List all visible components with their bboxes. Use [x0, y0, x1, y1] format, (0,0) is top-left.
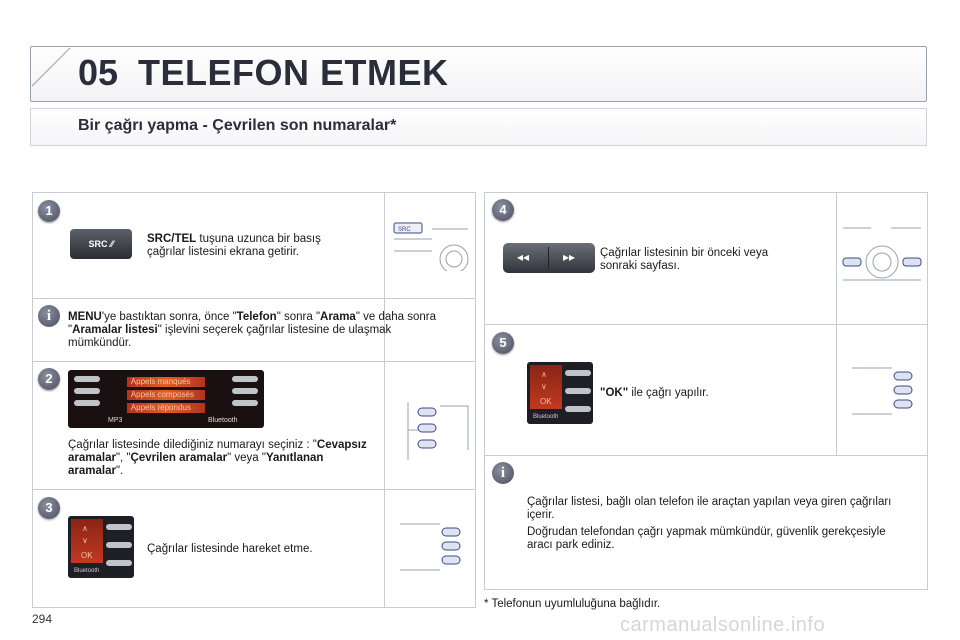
info-2-text-2: Doğrudan telefondan çağrı yapmak mümkündür, güvenlik gerekçesiyle aracı park ediniz.: [527, 526, 886, 551]
ok-label: OK: [81, 551, 93, 560]
screen-side-button: [74, 388, 100, 394]
screen-side-button: [232, 376, 258, 382]
watermark: carmanualsonline.info: [620, 614, 826, 636]
chapter-number: 05: [78, 52, 119, 93]
ok-chevron-up-icon: ∧: [541, 370, 547, 379]
ok-chevron-down-icon: ∨: [541, 382, 547, 391]
step-5-badge: 5: [492, 332, 514, 354]
mp3-label: MP3: [108, 417, 123, 424]
dashboard-src-illustration: [392, 215, 470, 271]
ok-label: OK: [540, 397, 552, 406]
src-tel-key: SRC/TEL: [147, 233, 197, 245]
menu-panel-sketch: [390, 400, 470, 462]
ok-side-button: [565, 406, 591, 412]
info-2-text-1: Çağrılar listesi, bağlı olan telefon ile araçtan yapılan veya giren çağrıları içerir.: [527, 496, 892, 521]
step-1-badge: 1: [38, 200, 60, 222]
info-1-text: MENU'ye bastıktan sonra, önce "Telefon" sonra "Arama" ve daha sonra "Aramalar listesi" işlevini seçerek çağrılar listesine de ulaşmak mümkündür.: [68, 311, 437, 349]
step-5-text: "OK" ile çağrı yapılır.: [600, 387, 709, 399]
step-4-text: Çağrılar listesinin bir önceki veya sonraki sayfası.: [600, 247, 769, 272]
section-title: Bir çağrı yapma - Çevrilen son numaralar*: [78, 117, 397, 134]
ok-bluetooth-label: Bluetooth: [533, 414, 559, 420]
page-number: 294: [32, 612, 53, 626]
ok-panel-sketch: [396, 520, 466, 572]
footnote: * Telefonun uyumluluğuna bağlıdır.: [484, 598, 661, 610]
svg-text:SRC: SRC: [398, 227, 411, 233]
call-list-screen-image: [68, 370, 264, 428]
ok-pad-image-step5: [527, 362, 593, 424]
ok-panel-sketch: [848, 364, 918, 416]
phone-icon: ⁄⁄: [110, 239, 114, 249]
radio-panel-sketch: [392, 215, 470, 271]
prev-next-buttons-image: [503, 243, 595, 273]
screen-side-button: [232, 388, 258, 394]
screen-bluetooth-label: Bluetooth: [208, 417, 238, 424]
dashboard-nav-illustration: [841, 218, 923, 288]
step-2-badge: 2: [38, 368, 60, 390]
chapter-title: TELEFON ETMEK: [138, 52, 449, 93]
step-3-badge: 3: [38, 497, 60, 519]
menu-buttons-illustration: [390, 400, 470, 462]
ok-pad-image: [68, 516, 134, 578]
nav-separator: [548, 247, 549, 269]
menu-item-dialled-calls: Appels composés: [127, 390, 205, 400]
rewind-icon: ◂◂: [517, 250, 530, 264]
ok-side-button: [106, 560, 132, 566]
step-3-text: Çağrılar listesinde hareket etme.: [147, 543, 313, 555]
step-1-text: SRC/TEL tuşuna uzunca bir basış çağrılar listesini ekrana getirir.: [147, 233, 321, 258]
step-4-badge: 4: [492, 199, 514, 221]
dashboard-nav-sketch: [841, 218, 923, 288]
src-tel-button-image: [70, 229, 132, 259]
ok-side-button: [565, 370, 591, 376]
screen-side-button: [74, 376, 100, 382]
info-icon-2: i: [492, 462, 514, 484]
menu-item-missed-calls: Appels manqués: [127, 377, 205, 387]
fast-forward-icon: ▸▸: [563, 250, 576, 264]
ok-bluetooth-label: Bluetooth: [74, 568, 100, 574]
menu-item-answered-calls: Appels répondus: [127, 403, 205, 413]
ok-chevron-up-icon: ∧: [82, 524, 88, 533]
src-button-label: SRC: [88, 239, 108, 249]
screen-side-button: [74, 400, 100, 406]
info-icon: i: [38, 305, 60, 327]
ok-side-button: [565, 388, 591, 394]
ok-side-button: [106, 542, 132, 548]
ok-buttons-illustration-step5: [848, 364, 918, 416]
ok-side-button: [106, 524, 132, 530]
ok-chevron-down-icon: ∨: [82, 536, 88, 545]
step-2-text: Çağrılar listesinde dilediğiniz numarayı seçiniz : "Cevapsız aramalar", "Çevrilen aramalar" veya "Yanıtlanan aramalar".: [68, 439, 367, 477]
screen-side-button: [232, 400, 258, 406]
ok-buttons-illustration: [396, 520, 466, 572]
ok-key: "OK": [600, 387, 629, 399]
